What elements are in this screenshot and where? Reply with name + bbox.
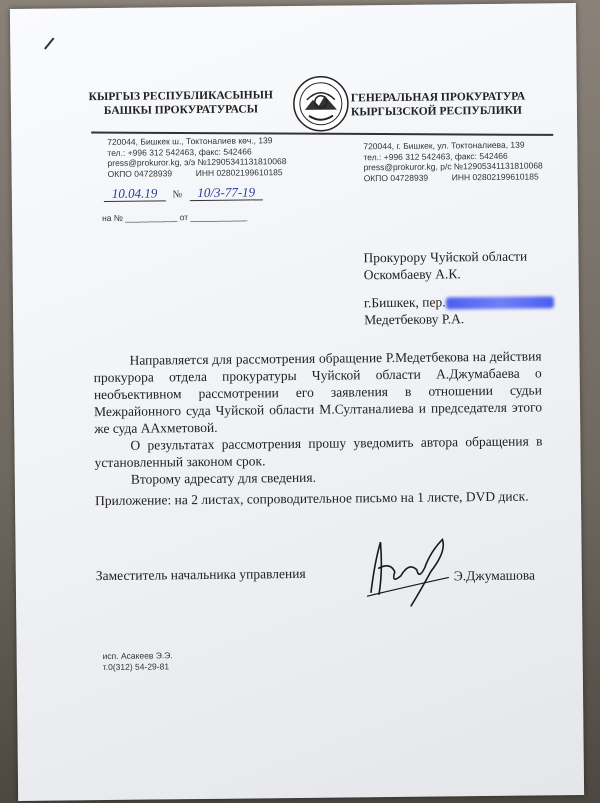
executor-line: исп. Асакеев Э.Э. — [102, 650, 173, 662]
attachment-line: Приложение: на 2 листах, сопроводительное письмо на 1 листе, DVD диск. — [94, 488, 529, 509]
executor-footer — [103, 650, 173, 673]
number-label: № — [172, 189, 183, 201]
registration-row — [104, 184, 263, 202]
header-left-org — [81, 88, 281, 118]
body-paragraph: О результатах рассмотрения прошу уведомить автора обращения в установленный законом срок. — [94, 433, 543, 471]
addressee-line: Прокурору Чуйской области — [363, 248, 528, 266]
address-line: тел.: +996 312 542463, факс: 542466 — [363, 150, 508, 162]
address-line: press@prokuror.kg, р/с №12905341131810068 — [363, 160, 543, 173]
kyrgyz-emblem-icon — [293, 75, 350, 132]
header-left-line: КЫРГЫЗ РЕСПУБЛИКАСЫНЫН — [88, 89, 273, 104]
header-rule — [91, 132, 553, 136]
pen-mark — [44, 38, 54, 50]
addressee-1 — [363, 248, 527, 284]
addressee-street: г.Бишкек, пер. — [363, 294, 446, 311]
addressee-2 — [364, 292, 554, 328]
address-line: 720044, Бишкек ш., Токтоналиев көч., 139 — [107, 135, 273, 147]
address-block-left — [107, 135, 286, 179]
address-line: 720044, г. Бишкек, ул. Токтоналиева, 139 — [363, 139, 525, 152]
handwritten-number: 10/3-77-19 — [189, 184, 263, 201]
handwritten-signature — [360, 531, 453, 610]
address-line: ОКПО 04728939 ИНН 02802199610185 — [107, 166, 283, 179]
body-paragraph: Второму адресату для сведения. — [130, 469, 317, 487]
header-left-line: БАШКЫ ПРОКУРАТУРАСЫ — [103, 103, 259, 118]
redacted-address — [446, 296, 554, 309]
header-right-org — [351, 89, 561, 119]
addressee-line — [364, 292, 554, 311]
body-paragraph: Направляется для рассмотрения обращение Р.Медетбекова на действия прокурора отдела прокуратуры Чуйской области А.Джумабаева о необъективном рассмотрении его заявления в отношении судьи Межрайонного суда Чуйской области М.Султаналиева и председателя этого же суда ААхметовой. — [93, 348, 543, 437]
address-line: press@prokuror.kg, э/э №12905341131810068 — [107, 156, 287, 168]
executor-line: т.0(312) 54-29-81 — [102, 661, 170, 673]
addressee-line: Медетбекову Р.А. — [364, 311, 465, 328]
handwritten-date: 10.04.19 — [104, 185, 166, 202]
signatory-name: Э.Джумашова — [453, 567, 536, 584]
address-line: ОКПО 04728939 ИНН 02802199610185 — [363, 170, 539, 183]
header-right-line: ГЕНЕРАЛЬНАЯ ПРОКУРАТУРА — [350, 90, 526, 105]
letter-sheet — [10, 3, 584, 801]
address-block-right — [363, 139, 543, 183]
letter-body — [93, 347, 542, 488]
header-right-line: КЫРГЫЗСКОЙ РЕСПУБЛИКИ — [350, 104, 522, 119]
reference-line: на № ___________ от ____________ — [102, 211, 248, 224]
addressee-line: Оскомбаеву А.К. — [363, 266, 461, 283]
address-line: тел.: +996 312 542463, факс: 542466 — [107, 145, 252, 158]
signatory-title: Заместитель начальника управления — [95, 565, 306, 584]
